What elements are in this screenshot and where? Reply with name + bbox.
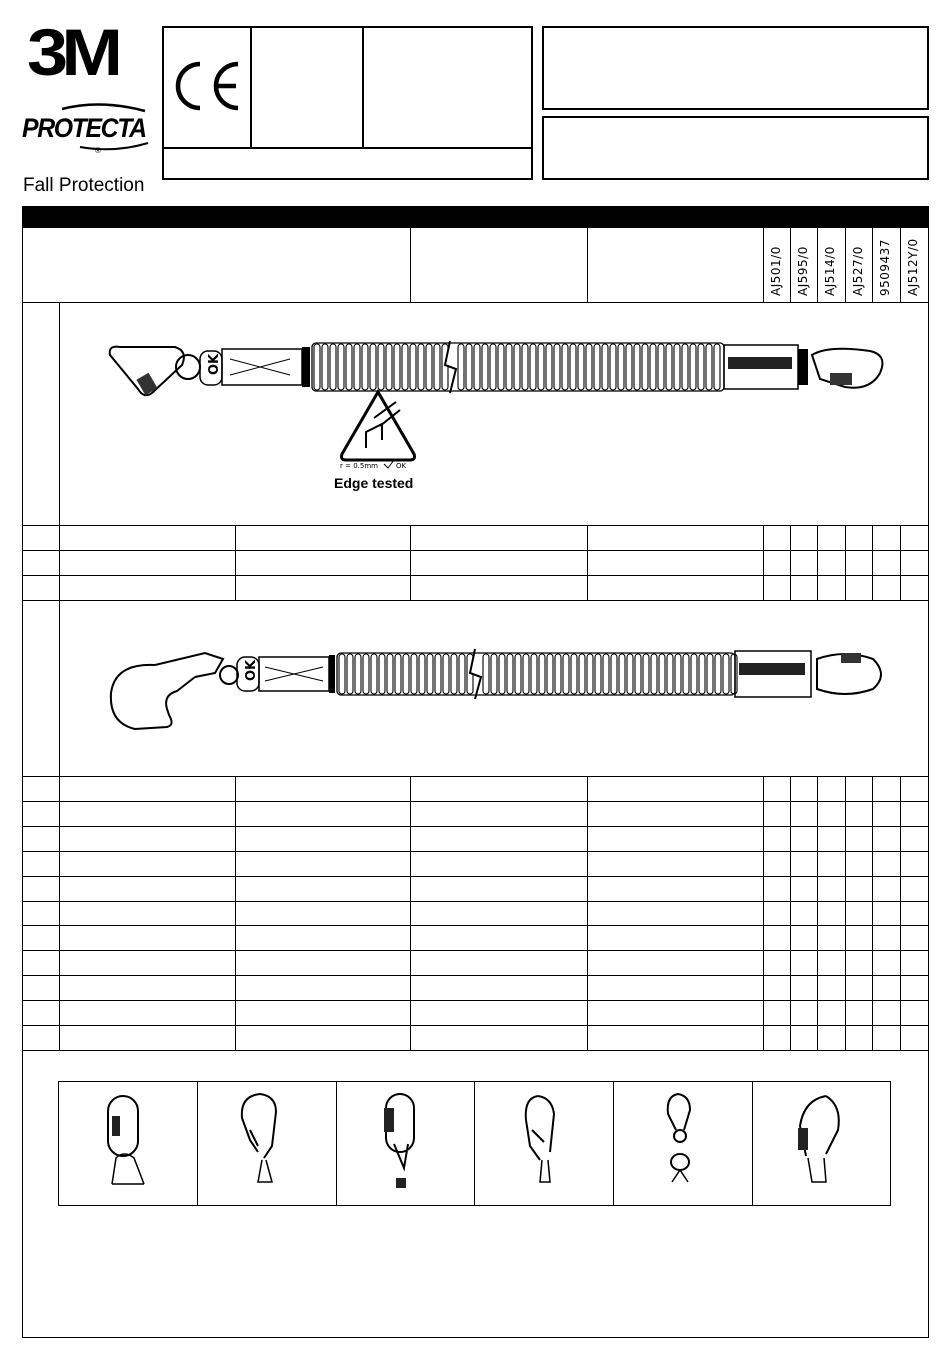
coil-segment: [651, 654, 657, 694]
coil-segment: [546, 344, 552, 390]
header-bar: [22, 206, 929, 228]
coil-segment: [618, 344, 624, 390]
coil-segment: [634, 344, 640, 390]
coil-segment: [522, 344, 528, 390]
coil-segment: [658, 344, 664, 390]
coil-segment: [506, 344, 512, 390]
coil-segment: [394, 344, 400, 390]
coil-segment: [435, 654, 441, 694]
coil-segment: [354, 344, 360, 390]
coil-segment: [627, 654, 633, 694]
coil-segment: [498, 344, 504, 390]
coil-segment: [626, 344, 632, 390]
coil-segment: [698, 344, 704, 390]
coil-segment: [586, 344, 592, 390]
coil-segment: [539, 654, 545, 694]
coil-segment: [499, 654, 505, 694]
coil-segment: [434, 344, 440, 390]
coil-segment: [675, 654, 681, 694]
coil-segment: [667, 654, 673, 694]
snap-hook-icon: [520, 1090, 580, 1190]
coil-segment: [355, 654, 361, 694]
coil-segment: [459, 654, 465, 694]
coil-segment: [691, 654, 697, 694]
edge-ok-label: OK: [396, 462, 407, 470]
coil-segment: [370, 344, 376, 390]
coil-segment: [395, 654, 401, 694]
coil-segment: [474, 344, 480, 390]
coil-segment: [386, 344, 392, 390]
model-code-3: AJ514/0: [823, 246, 837, 296]
coil-segment: [346, 344, 352, 390]
edge-tested-icon: [338, 388, 418, 472]
coil-segment: [387, 654, 393, 694]
coil-segment: [563, 654, 569, 694]
lanyard-figure-1: [100, 335, 900, 405]
coil-segment: [690, 344, 696, 390]
swivel-hook-icon: [660, 1090, 720, 1190]
coil-segment: [482, 344, 488, 390]
coil-segment: [555, 654, 561, 694]
coil-segment: [571, 654, 577, 694]
brand-3m-logo: 3M: [27, 15, 117, 89]
ok-tag-text-2: OK: [244, 659, 259, 681]
coil-segment: [443, 654, 449, 694]
coil-segment: [723, 654, 729, 694]
coil-segment: [538, 344, 544, 390]
coil-segment: [650, 344, 656, 390]
coil-segment: [578, 344, 584, 390]
oval-karabiner-icon: [100, 1092, 160, 1192]
coil-segment: [587, 654, 593, 694]
coil-segment: [611, 654, 617, 694]
coil-segment: [706, 344, 712, 390]
info-box-top: [542, 26, 929, 110]
coil-segment: [610, 344, 616, 390]
coil-segment: [554, 344, 560, 390]
coil-segment: [682, 344, 688, 390]
coil-segment: [699, 654, 705, 694]
coil-segment: [418, 344, 424, 390]
coil-segment: [643, 654, 649, 694]
coil-segment: [330, 344, 336, 390]
coil-segment: [714, 344, 720, 390]
model-code-6: AJ512Y/0: [906, 238, 920, 296]
model-code-5: 9509437: [878, 239, 892, 296]
ce-mark-icon: [170, 58, 244, 114]
coil-segment: [338, 344, 344, 390]
model-code-4: AJ527/0: [851, 246, 865, 296]
coil-segment: [322, 344, 328, 390]
coil-segment: [674, 344, 680, 390]
scaffold-hook-icon: [236, 1090, 296, 1190]
coil-segment: [603, 654, 609, 694]
coil-segment: [347, 654, 353, 694]
coil-segment: [402, 344, 408, 390]
coil-segment: [339, 654, 345, 694]
coil-segment: [602, 344, 608, 390]
coil-segment: [570, 344, 576, 390]
coil-segment: [378, 344, 384, 390]
coil-segment: [515, 654, 521, 694]
coil-segment: [490, 344, 496, 390]
coil-segment: [426, 344, 432, 390]
protecta-logo: PROTECTA: [22, 113, 146, 143]
coil-segment: [562, 344, 568, 390]
coil-segment: [451, 654, 457, 694]
info-box-bottom: [542, 116, 929, 180]
coil-segment: [427, 654, 433, 694]
brand-tagline: Fall Protection: [23, 175, 145, 196]
coil-segment: [491, 654, 497, 694]
coil-segment: [403, 654, 409, 694]
coil-segment: [547, 654, 553, 694]
coil-segment: [379, 654, 385, 694]
coil-segment: [666, 344, 672, 390]
coil-segment: [363, 654, 369, 694]
coil-segment: [642, 344, 648, 390]
coil-segment: [595, 654, 601, 694]
coil-segment: [531, 654, 537, 694]
coil-segment: [362, 344, 368, 390]
edge-radius-label: r = 0.5mm: [340, 462, 378, 470]
lanyard-figure-2: [105, 645, 905, 735]
coil-segment: [514, 344, 520, 390]
coil-segment: [579, 654, 585, 694]
coil-segment: [411, 654, 417, 694]
coil-segment: [715, 654, 721, 694]
coil-segment: [523, 654, 529, 694]
coil-segment: [659, 654, 665, 694]
edge-tested-label: Edge tested: [334, 475, 414, 491]
protecta-swoosh-icon: [60, 103, 150, 153]
registered-mark: ®: [95, 146, 101, 155]
coil-segment: [419, 654, 425, 694]
coil-segment: [683, 654, 689, 694]
coil-segment: [314, 344, 320, 390]
model-code-1: AJ501/0: [769, 246, 783, 296]
coil-segment: [530, 344, 536, 390]
twist-lock-karabiner-icon: [792, 1090, 852, 1190]
model-code-2: AJ595/0: [796, 246, 810, 296]
coil-segment: [458, 344, 464, 390]
ok-tag-text-1: OK: [207, 353, 222, 375]
coil-segment: [707, 654, 713, 694]
coil-segment: [410, 344, 416, 390]
coil-segment: [466, 344, 472, 390]
coil-segment: [594, 344, 600, 390]
coil-segment: [507, 654, 513, 694]
coil-segment: [635, 654, 641, 694]
coil-segment: [483, 654, 489, 694]
steel-karabiner-icon: [378, 1088, 438, 1192]
coil-segment: [619, 654, 625, 694]
coil-segment: [371, 654, 377, 694]
coil-segment: [731, 654, 737, 694]
